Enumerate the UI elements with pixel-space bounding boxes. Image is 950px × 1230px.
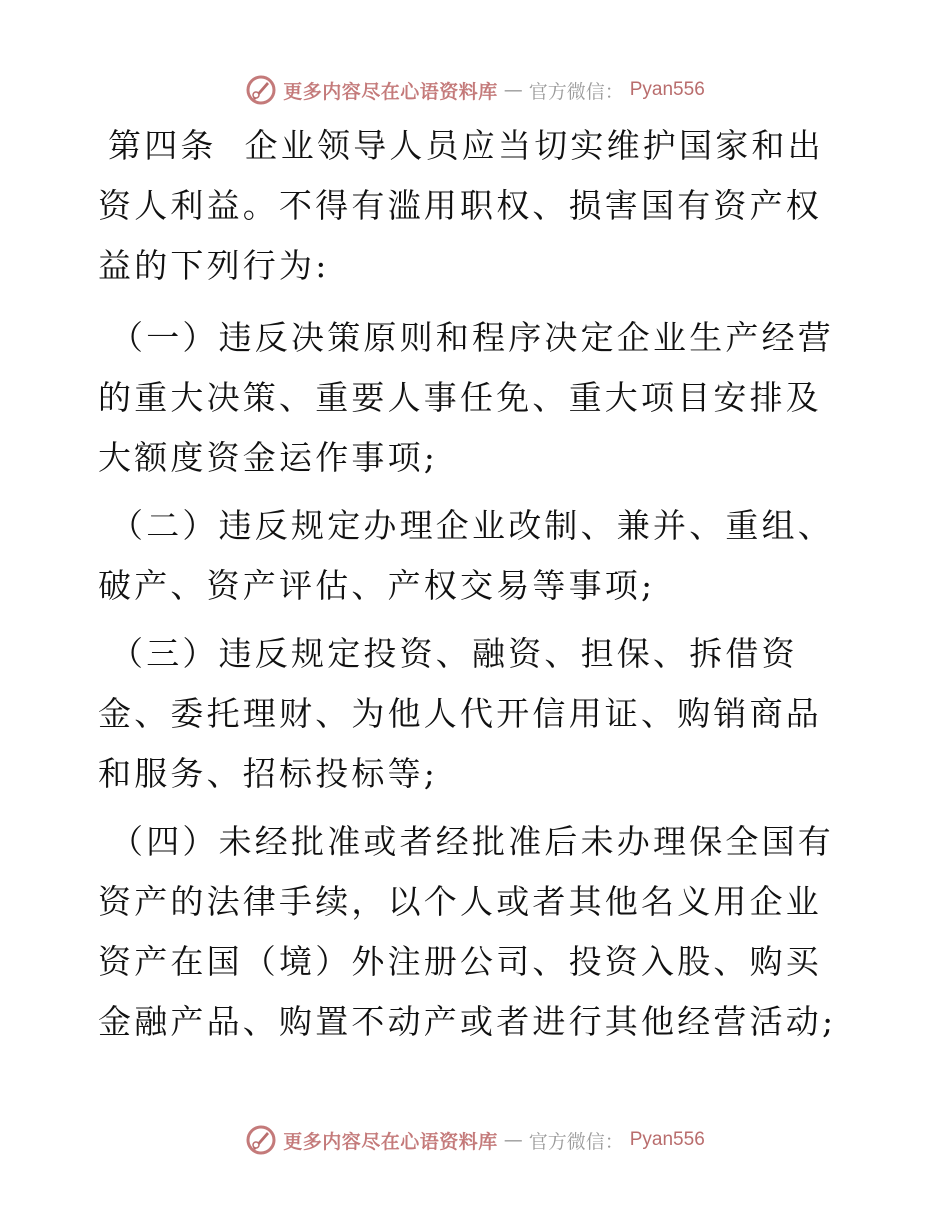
quill-emblem-icon <box>245 74 277 106</box>
watermark-separator: — <box>503 79 523 101</box>
article-label: 第四条 <box>108 126 217 165</box>
watermark-handle: Pyan556 <box>629 79 705 100</box>
article-text: 企业领导人员应当切实维护国家和出资人利益。不得有滥用职权、损害国有资产权益的下列行为: <box>98 126 824 285</box>
watermark-wechat-label: 官方微信： <box>528 80 624 103</box>
article-paragraph <box>98 116 858 296</box>
quill-emblem-icon <box>245 1124 277 1156</box>
watermark-brand: 更多内容尽在心语资料库 <box>283 1130 498 1153</box>
watermark-handle: Pyan556 <box>629 1129 705 1150</box>
list-item: （三）违反规定投资、融资、担保、拆借资金、委托理财、为他人代开信用证、购销商品和服务、招标投标等; <box>98 634 822 793</box>
document-body <box>98 116 858 1060</box>
watermark-wechat-label: 官方微信： <box>528 1130 624 1153</box>
list-item: （一）违反决策原则和程序决定企业生产经营的重大决策、重要人事任免、重大项目安排及大额度资金运作事项; <box>98 318 834 477</box>
watermark-footer <box>0 1120 950 1160</box>
watermark-separator: — <box>503 1129 523 1151</box>
watermark-brand: 更多内容尽在心语资料库 <box>283 80 498 103</box>
list-item: （二）违反规定办理企业改制、兼并、重组、破产、资产评估、产权交易等事项; <box>98 506 834 605</box>
list-item: （四）未经批准或者经批准后未办理保全国有资产的法律手续，以个人或者其他名义用企业资产在国（境）外注册公司、投资入股、购买金融产品、购置不动产或者进行其他经营活动; <box>98 822 837 1041</box>
watermark-header <box>0 70 950 110</box>
